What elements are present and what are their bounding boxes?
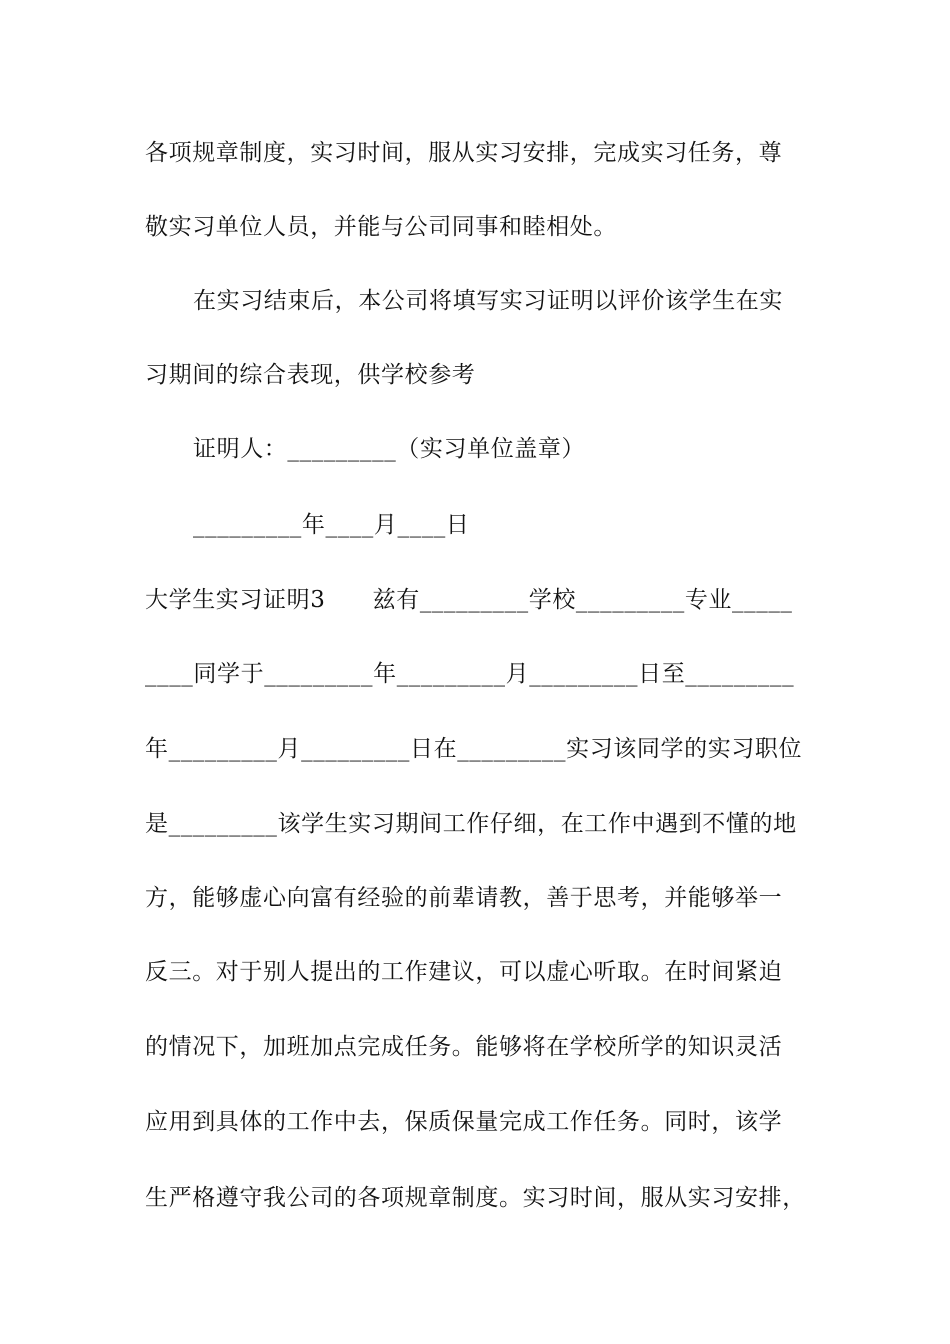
text-line-3: 在实习结束后，本公司将填写实习证明以评价该学生在实 xyxy=(193,288,783,314)
text-line-12: 反三。对于别人提出的工作建议，可以虚心听取。在时间紧迫 xyxy=(145,959,783,985)
text-line-8: ____同学于_________年_________月_________日至_________ xyxy=(145,661,795,687)
text-line-15: 生严格遵守我公司的各项规章制度。实习时间，服从实习安排， xyxy=(145,1185,806,1211)
text-line-13: 的情况下，加班加点完成任务。能够将在学校所学的知识灵活 xyxy=(145,1034,783,1060)
text-line-9: 年_________月_________日在_________实习该同学的实习职位 xyxy=(145,736,803,762)
text-line-2: 敬实习单位人员，并能与公司同事和睦相处。 xyxy=(145,214,617,240)
text-line-4: 习期间的综合表现，供学校参考 xyxy=(145,362,476,388)
text-line-7: 大学生实习证明3 兹有_________学校_________专业_____ xyxy=(145,587,793,613)
text-line-1: 各项规章制度，实习时间，服从实习安排，完成实习任务，尊 xyxy=(145,140,783,166)
certifier-line: 证明人：_________（实习单位盖章） xyxy=(193,436,586,462)
text-line-10: 是_________该学生实习期间工作仔细，在工作中遇到不懂的地 xyxy=(145,811,797,837)
text-line-11: 方，能够虚心向富有经验的前辈请教，善于思考，并能够举一 xyxy=(145,885,783,911)
text-line-14: 应用到具体的工作中去，保质保量完成工作任务。同时，该学 xyxy=(145,1109,783,1135)
date-line: _________年____月____日 xyxy=(193,512,470,538)
